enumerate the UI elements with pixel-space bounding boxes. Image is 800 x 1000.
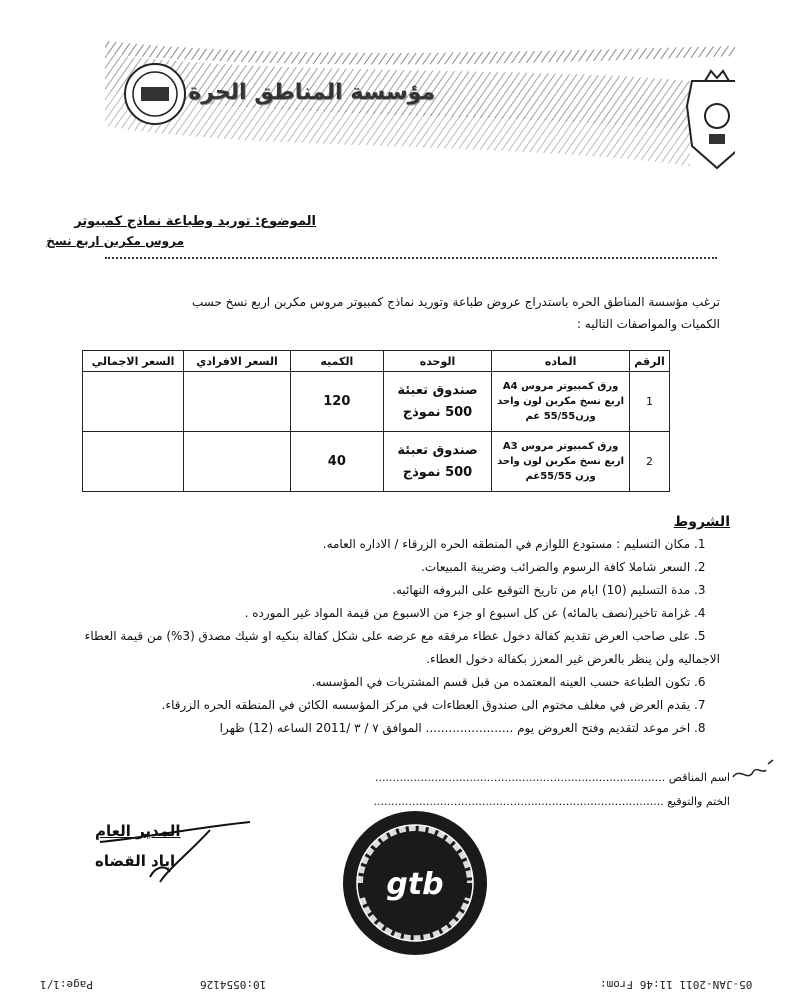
company-stamp <box>340 808 490 958</box>
fax-number: 10:0554126 <box>200 978 267 991</box>
condition-text: تكون الطباعة حسب العينه المعتمده من قبل قسم المشتريات في المؤسسه. <box>311 675 691 689</box>
condition-text: على صاحب العرض تقديم كفالة دخول عطاء مرفقه مع عرضه على شكل كفالة بنكيه او شيك مصدق (3%) من قيمة العطاء الاجماليه ولن ينظر بالعرض غير المعزز بكفالة دخول العطاء. <box>84 629 720 666</box>
condition-item <box>60 717 720 740</box>
stamp-logo-text: gtb <box>386 867 444 902</box>
unit-line: 500 نموذج <box>402 464 473 480</box>
condition-item <box>60 671 720 694</box>
fax-page-number: Page:1/1 <box>40 978 93 991</box>
signature-name: اياد القضاه <box>95 852 176 870</box>
unit-price-cell <box>184 432 291 492</box>
unit-cell <box>383 432 491 492</box>
table-header-row <box>83 351 670 372</box>
handwritten-mark-icon <box>728 752 778 792</box>
table-row <box>83 432 670 492</box>
unit-cell <box>383 372 491 432</box>
conditions-list <box>60 533 720 740</box>
condition-number: 4. <box>694 606 706 620</box>
unit-line: صندوق تعبئة <box>397 442 478 458</box>
subject-line: الموضوع: توريد وطباعة نماذج كمبيوتر <box>74 214 316 229</box>
condition-number: 8. <box>694 721 706 735</box>
condition-number: 5. <box>694 629 706 643</box>
free-zones-logo <box>125 64 185 124</box>
jordan-emblem-icon <box>687 71 735 168</box>
condition-text: مكان التسليم : مستودع اللوازم في المنطقه الحره الزرقاء / الاداره العامه. <box>322 537 691 551</box>
row-number: 1 <box>630 372 670 432</box>
header-banner <box>105 36 735 176</box>
seal-signature-dots: ................................................................................... <box>373 795 664 808</box>
seal-signature-field <box>373 795 730 808</box>
row-number: 2 <box>630 432 670 492</box>
bidder-name-dots: ................................................................................... <box>375 771 666 784</box>
header-item: الماده <box>492 351 630 372</box>
conditions-title: الشروط <box>673 514 730 530</box>
header-quantity: الكميه <box>290 351 383 372</box>
organization-name: مؤسسة المناطق الحرة <box>188 80 435 105</box>
intro-text: ترغب مؤسسة المناطق الحره باستدراج عروض طباعة وتوريد نماذج كمبيوتر مروس مكربن اربع نسخ حسب <box>191 295 720 309</box>
header-number: الرقم <box>630 351 670 372</box>
unit-line: 500 نموذج <box>402 404 473 420</box>
condition-text: يقدم العرض في مغلف مختوم الى صندوق العطاءات في مركز المؤسسه الكائن في المنطقه الحره الزرقاء. <box>161 698 691 712</box>
item-description: ورق كمبيوتر مروس A4 اربع نسخ مكربن لون واحد وزن55/55 غم <box>492 372 630 432</box>
condition-text: اخر موعد لتقديم وفتح العروض يوم ....................... الموافق ٧ / ٣ /2011 الساعه (12) ظهرا <box>219 721 691 735</box>
item-description: ورق كمبيوتر مروس A3 اربع نسخ مكربن لون واحد وزن 55/55غم <box>492 432 630 492</box>
subject-line-continued: مروس مكربن اربع نسخ <box>46 234 184 248</box>
condition-number: 7. <box>694 698 706 712</box>
seal-signature-label: الختم والتوقيع <box>667 795 730 808</box>
quantity-cell: 40 <box>290 432 383 492</box>
condition-text: غرامة تاخير(نصف بالمائه) عن كل اسبوع او جزء من الاسبوع من قيمة المواد غير المورده . <box>244 606 691 620</box>
bidder-name-field <box>375 771 730 784</box>
quantity-cell: 120 <box>290 372 383 432</box>
condition-item <box>60 556 720 579</box>
condition-item <box>60 602 720 625</box>
signature-title: المدير العام <box>95 822 181 840</box>
dotted-divider <box>105 257 717 259</box>
header-total-price: السعر الاجمالي <box>83 351 184 372</box>
bidder-name-label: اسم المناقص <box>668 771 730 784</box>
condition-number: 6. <box>694 675 706 689</box>
condition-number: 3. <box>694 583 706 597</box>
condition-text: مدة التسليم (10) ايام من تاريخ التوقيع على البروفه النهائيه. <box>392 583 691 597</box>
condition-number: 1. <box>694 537 706 551</box>
total-price-cell <box>83 432 184 492</box>
condition-item <box>60 694 720 717</box>
total-price-cell <box>83 372 184 432</box>
header-unit-price: السعر الافرادي <box>184 351 291 372</box>
condition-item <box>60 625 720 671</box>
header-unit: الوحده <box>383 351 491 372</box>
items-table <box>82 350 670 492</box>
table-row <box>83 372 670 432</box>
fax-timestamp: 05-JAN-2011 11:46 From: <box>600 978 753 991</box>
unit-line: صندوق تعبئة <box>397 382 478 398</box>
condition-item <box>60 533 720 556</box>
intro-text-continued: الكميات والمواصفات التاليه : <box>576 317 720 331</box>
condition-text: السعر شاملا كافة الرسوم والضرائب وضريبة المبيعات. <box>421 560 691 574</box>
unit-price-cell <box>184 372 291 432</box>
condition-item <box>60 579 720 602</box>
condition-number: 2. <box>694 560 706 574</box>
